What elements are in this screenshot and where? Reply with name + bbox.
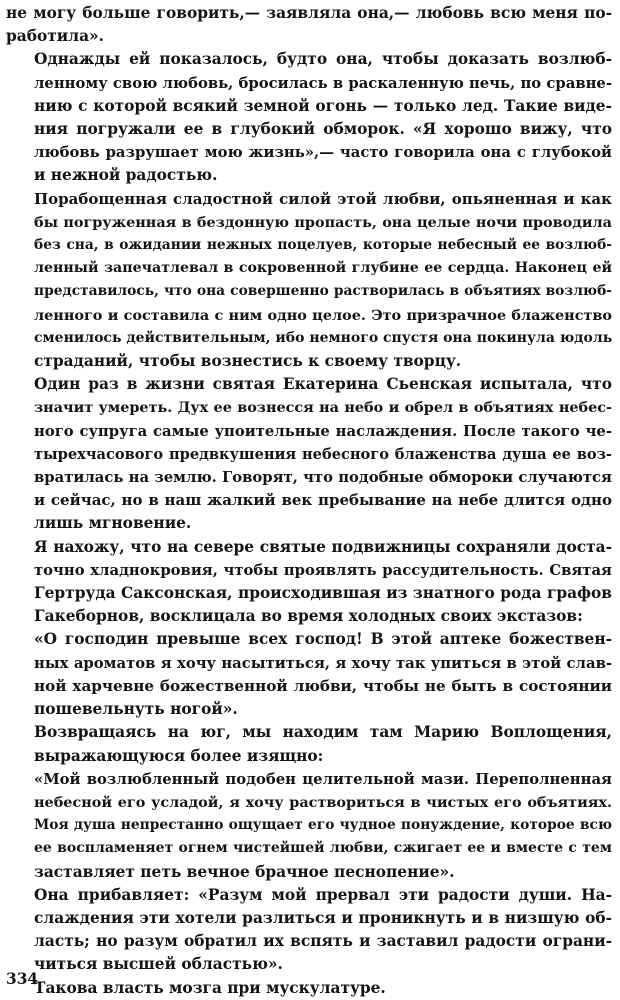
text-line: Гакеборнов, восклицала во время холодных своих экстазов: xyxy=(34,607,583,626)
text-body xyxy=(6,2,612,1000)
paragraph xyxy=(6,373,612,535)
text-line: ния погружали ее в глубокий обморок. «Я хорошо вижу, что xyxy=(34,120,612,139)
text-line: Гертруда Саксонская, происходившая из знатного рода графов xyxy=(34,584,612,603)
text-line: лишь мгновение. xyxy=(34,514,192,533)
text-line: ленному свою любовь, бросилась в раскаленную печь, по сравне- xyxy=(34,74,612,92)
text-line: Однажды ей показалось, будто она, чтобы доказать возлюб- xyxy=(34,50,612,69)
text-line: Порабощенная сладостной силой этой любви, опьяненная и как xyxy=(34,189,612,208)
text-line: и сейчас, но в наш жалкий век пребывание на небе длится одно xyxy=(34,491,612,510)
text-line: ленный запечатлевал в сокровенной глубине ее сердца. Наконец ей xyxy=(34,260,612,277)
text-line: вратилась на землю. Говорят, что подобные обмороки случаются xyxy=(34,469,612,487)
paragraph xyxy=(6,721,612,767)
text-line: читься высшей областью». xyxy=(34,955,283,974)
text-line: без сна, в ожидании нежных поцелуев, которые небесный ее возлюб- xyxy=(34,237,612,254)
text-line: тырехчасового предвкушения небесного блаженства душа ее воз- xyxy=(34,445,612,463)
paragraph xyxy=(6,536,612,629)
text-line: Она прибавляет: «Разум мой прервал эти радости души. На- xyxy=(34,885,612,904)
text-line: бы погруженная в бездонную пропасть, она целые ночи проводила xyxy=(34,213,612,231)
text-line: не могу больше говорить,— заявляла она,— любовь всю меня по- xyxy=(6,4,612,22)
text-line: Моя душа непрестанно ощущает его чудное понуждение, которое всю xyxy=(34,817,612,834)
text-line: ных ароматов я хочу насытиться, я хочу так упиться в этой слав- xyxy=(34,654,612,672)
text-line: слаждения эти хотели разлиться и проникнуть и в низшую об- xyxy=(34,908,612,927)
text-line: любовь разрушает мою жизнь»,— часто говорила она с глубокой xyxy=(34,144,612,162)
text-line: ее воспламеняет огнем чистейшей любви, сжигает ее и вместе с тем xyxy=(34,840,612,857)
paragraph xyxy=(6,628,612,721)
text-line: ной харчевне божественной любви, чтобы не быть в состоянии xyxy=(34,676,612,695)
text-line: работила». xyxy=(6,27,105,46)
text-line: Такова власть мозга при мускулатуре. xyxy=(34,978,386,997)
text-line: представилось, что она совершенно растворилась в объятиях возлюб- xyxy=(34,283,612,300)
paragraph xyxy=(6,48,612,187)
text-line: «Мой возлюбленный подобен целительной мази. Переполненная xyxy=(34,770,612,788)
text-line: ленного и составила с ним одно целое. Это призрачное блаженство xyxy=(34,306,612,324)
text-line: Возвращаясь на юг, мы находим там Марию Воплощения, xyxy=(34,723,612,742)
text-line: нию с которой всякий земной огонь — только лед. Такие виде- xyxy=(34,96,612,115)
text-line: пошевельнуть ногой». xyxy=(34,700,238,719)
text-line: и нежной радостью. xyxy=(34,166,218,185)
text-line: Я нахожу, что на севере святые подвижницы сохраняли доста- xyxy=(34,537,612,556)
paragraph xyxy=(6,977,612,1000)
page-number: 334 xyxy=(6,970,39,988)
paragraph xyxy=(6,884,612,977)
text-line: сменилось действительным, ибо немного спустя она покинула юдоль xyxy=(34,329,613,346)
text-line: небесной его усладой, я хочу раствориться в чистых его объятиях. xyxy=(34,793,612,811)
text-line: «О господин превыше всех господ! В этой аптеке божествен- xyxy=(34,630,612,649)
text-line: Один раз в жизни святая Екатерина Сьенская испытала, что xyxy=(34,375,612,394)
text-line: выражающуюся более изящно: xyxy=(34,746,324,765)
text-line: заставляет петь вечное брачное песнопение». xyxy=(34,862,455,881)
paragraph xyxy=(6,188,612,374)
paragraph xyxy=(6,2,612,48)
text-line: значит умереть. Дух ее вознесся на небо и обрел в объятиях небес- xyxy=(34,399,612,417)
paragraph xyxy=(6,768,612,884)
text-line: точно хладнокровия, чтобы проявлять рассудительность. Святая xyxy=(34,561,612,579)
text-line: ного супруга самые упоительные наслаждения. После такого че- xyxy=(34,422,612,440)
text-line: ласть; но разум обратил их вспять и заставил радости ограни- xyxy=(34,932,612,951)
text-line: страданий, чтобы вознестись к своему творцу. xyxy=(34,352,462,371)
